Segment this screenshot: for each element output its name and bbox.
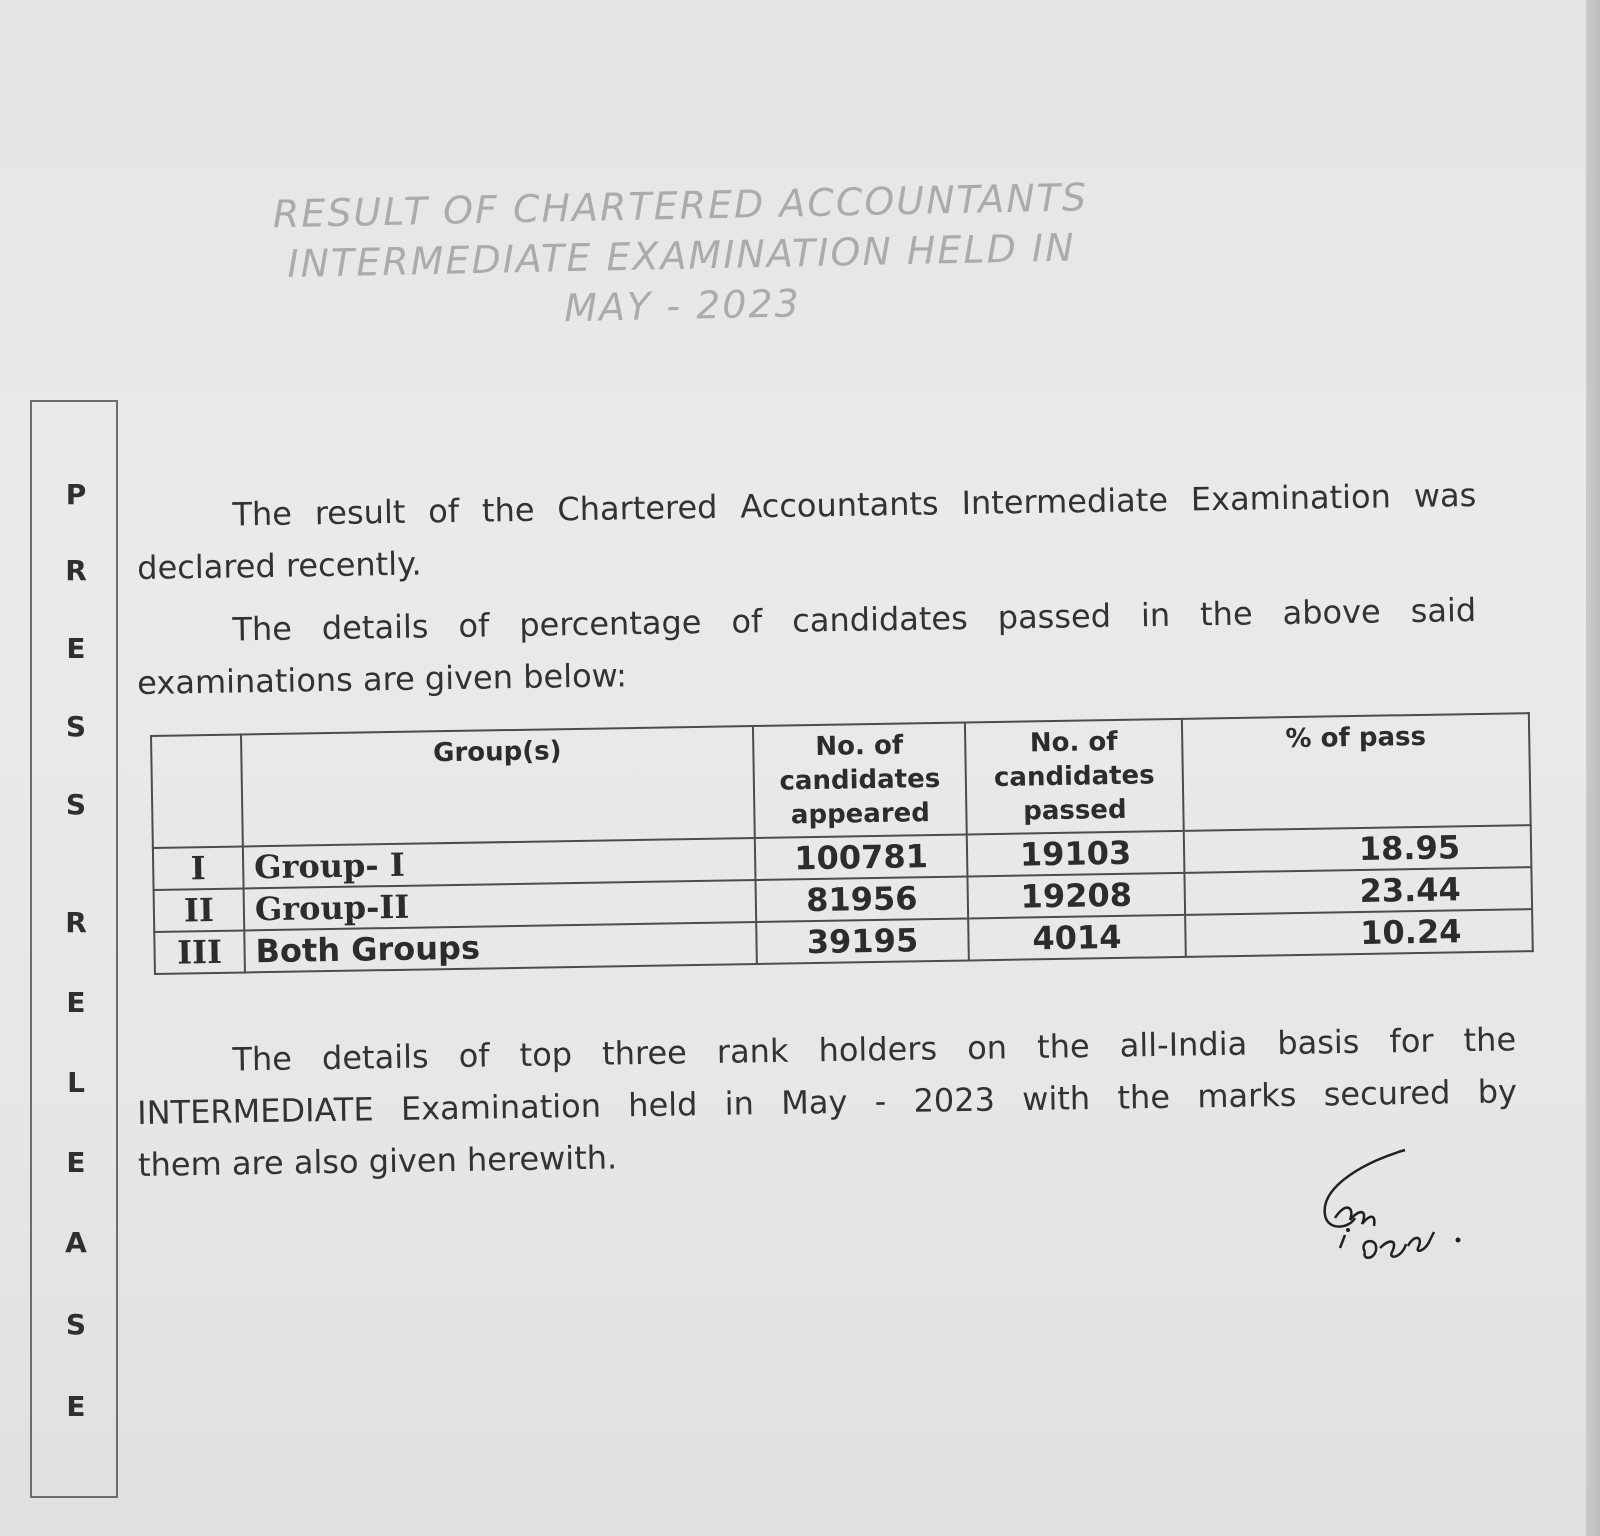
row-number: I — [153, 846, 244, 889]
word: the — [1199, 594, 1253, 634]
word: rank — [716, 1031, 789, 1071]
row-passed: 19208 — [967, 873, 1185, 919]
word: was — [1413, 475, 1477, 515]
paragraph-line: them are also given herewith. — [137, 1138, 618, 1184]
paragraph-result-declared — [136, 469, 1477, 594]
word: - — [874, 1082, 887, 1121]
side-letter: L — [67, 1066, 85, 1099]
row-pass-percent: 18.95 — [1184, 825, 1532, 873]
header-text: appeared — [790, 798, 931, 831]
word: of — [427, 491, 460, 531]
word: Examination — [400, 1086, 602, 1128]
word: The — [232, 494, 293, 534]
word: May — [780, 1082, 848, 1122]
header-passed — [965, 719, 1184, 835]
word: of — [458, 606, 490, 645]
word: with — [1021, 1079, 1091, 1119]
word: for — [1389, 1021, 1434, 1061]
word: above — [1282, 592, 1381, 632]
row-group: Both Groups — [244, 922, 757, 972]
word: secured — [1323, 1073, 1451, 1114]
word: The — [232, 609, 293, 649]
results-table — [150, 712, 1534, 975]
word: the — [481, 490, 535, 530]
row-group: Group- I — [243, 838, 756, 888]
word: INTERMEDIATE — [136, 1090, 374, 1132]
row-group: Group-II — [244, 880, 757, 930]
header-text: candidates — [779, 763, 941, 797]
word: in — [724, 1084, 755, 1123]
word: in — [1140, 595, 1171, 635]
word: all-India — [1119, 1024, 1248, 1065]
word: of — [731, 602, 763, 641]
row-passed: 4014 — [968, 915, 1186, 961]
title-line-1: RESULT OF CHARTERED ACCOUNTANTS — [272, 175, 1089, 237]
row-appeared: 81956 — [755, 876, 968, 922]
word: 2023 — [913, 1080, 996, 1120]
header-text: No. of — [815, 730, 904, 762]
word: of — [458, 1036, 490, 1075]
word: the — [1036, 1027, 1090, 1066]
side-letter: E — [66, 1146, 86, 1179]
word: by — [1477, 1072, 1518, 1111]
word: candidates — [791, 598, 969, 640]
results-table-container — [150, 712, 1534, 975]
header-pass-percent: % of pass — [1182, 713, 1531, 831]
row-pass-percent: 23.44 — [1184, 867, 1532, 915]
word: basis — [1276, 1022, 1360, 1063]
word: said — [1410, 590, 1477, 630]
word: holders — [818, 1029, 938, 1070]
word: top — [519, 1035, 573, 1074]
paragraph-line: examinations are given below: — [136, 656, 628, 702]
word: details — [321, 607, 429, 648]
header-text: passed — [1022, 794, 1127, 827]
word: result — [314, 492, 406, 533]
word: Chartered — [557, 487, 718, 529]
paper-edge — [1586, 0, 1600, 1536]
header-text: No. of — [1029, 726, 1118, 759]
word: the — [1117, 1077, 1171, 1117]
paragraph-pass-details — [136, 584, 1477, 709]
word: details — [321, 1037, 429, 1078]
side-letter: R — [65, 554, 87, 587]
handwritten-signature — [1310, 1140, 1490, 1290]
header-appeared — [753, 722, 967, 837]
word: the — [1463, 1020, 1517, 1060]
word: passed — [997, 596, 1112, 637]
word: percentage — [518, 603, 702, 644]
title-line-3: MAY - 2023 — [563, 281, 802, 331]
title-line-2: INTERMEDIATE EXAMINATION HELD IN — [286, 225, 1077, 287]
side-letter: E — [66, 986, 86, 1019]
word: held — [627, 1085, 698, 1125]
side-letter: S — [65, 788, 87, 821]
word: Intermediate — [961, 480, 1169, 523]
paragraph-line: declared recently. — [136, 544, 422, 587]
word: Accountants — [740, 484, 939, 526]
row-number: II — [154, 888, 245, 931]
header-group: Group(s) — [241, 726, 755, 846]
side-letter: E — [66, 632, 86, 665]
side-letter: S — [65, 1308, 87, 1341]
row-pass-percent: 10.24 — [1185, 909, 1533, 957]
row-appeared: 100781 — [755, 834, 968, 880]
header-text: candidates — [993, 760, 1155, 794]
document-title — [240, 172, 1123, 340]
word: marks — [1196, 1075, 1297, 1116]
word: on — [966, 1028, 1008, 1067]
side-letter: E — [66, 1390, 86, 1423]
row-appeared: 39195 — [756, 918, 969, 964]
word: Examination — [1190, 477, 1392, 519]
side-letter: P — [65, 478, 87, 511]
side-letter: S — [65, 710, 87, 743]
side-letter: A — [65, 1226, 87, 1259]
row-number: III — [154, 930, 245, 973]
press-release-side-label — [30, 400, 118, 1498]
side-letter: R — [65, 906, 87, 939]
word: The — [232, 1039, 293, 1079]
row-passed: 19103 — [967, 831, 1185, 877]
header-number — [151, 734, 243, 847]
word: three — [601, 1033, 688, 1073]
